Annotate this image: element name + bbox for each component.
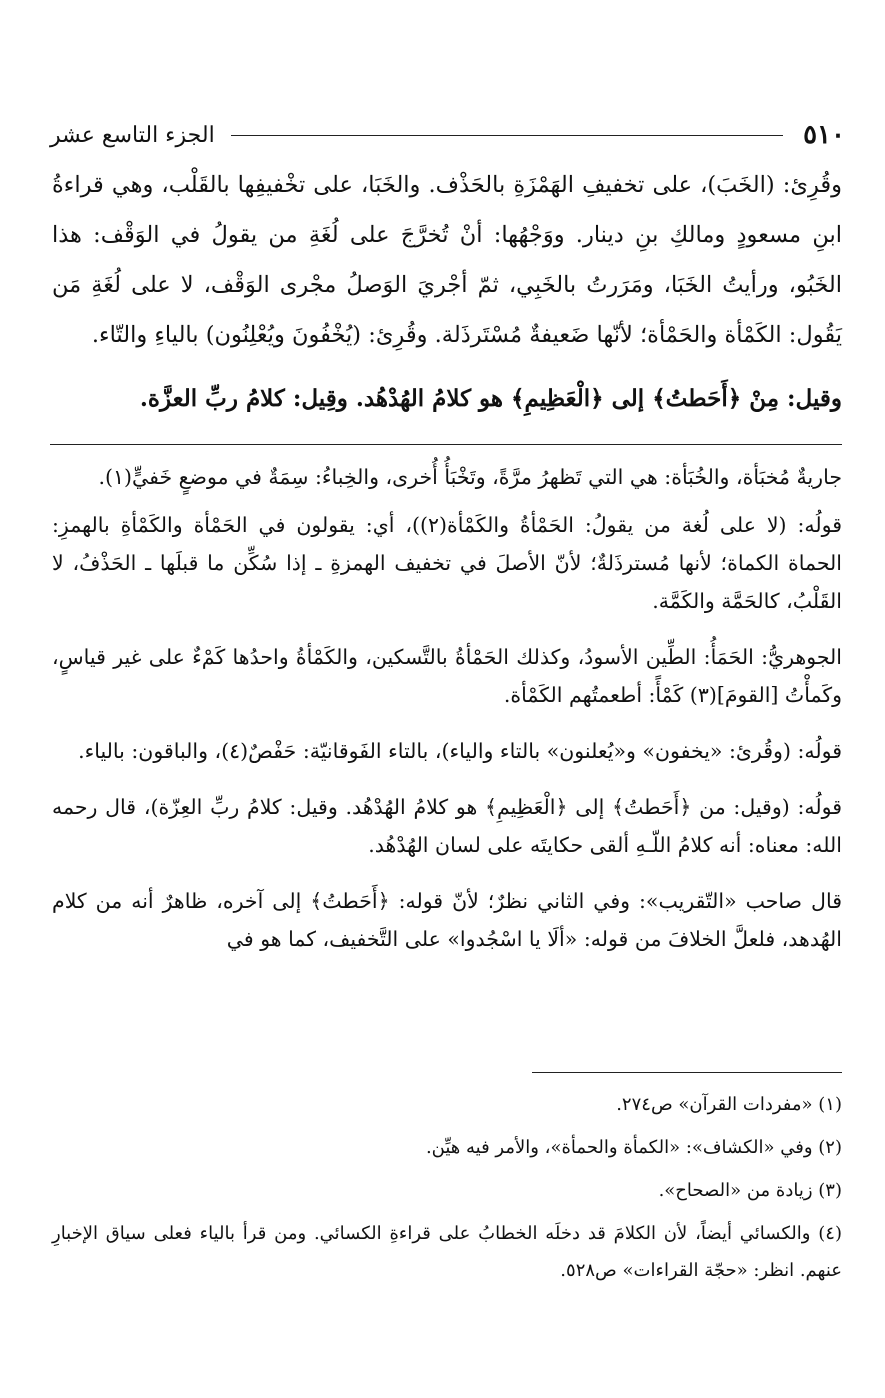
page-number: ٥١٠ <box>803 120 845 150</box>
commentary <box>52 458 842 976</box>
commentary-paragraph: جاريةٌ مُخبَأة، والخُبَأة: هي التي تَظهرُ مرَّةً، وتَخْبَأُ أُخرى، والخِباءُ: سِمَةٌ في موضعٍ خَفيٍّ(١). <box>98 465 842 489</box>
footnotes <box>52 1086 842 1295</box>
commentary-paragraph: قال صاحب «التّقريب»: وفي الثاني نظرٌ؛ لأنّ قوله: ﴿أَحَطتُ﴾ إلى آخره، ظاهرٌ أنه من كلام الهُدهد، فلعلَّ الخلافَ من قوله: «ألَا يا اسْجُدوا» على التَّخفيف، كما هو في <box>52 889 842 951</box>
footnote: (٣) زيادة من «الصحاح». <box>658 1180 842 1201</box>
commentary-paragraph: الجوهريُّ: الحَمَأُ: الطِّين الأسودُ، وكذلك الحَمْأةُ بالتَّسكين، والكَمْأةُ واحدُها كَمْءٌ على غير قياسٍ، وكَمأْتُ [القومَ](٣) كَمْأً: أطعمتُهم الكَمْأة. <box>52 645 842 707</box>
page-header <box>50 118 845 152</box>
section-divider <box>50 444 842 445</box>
commentary-paragraph: قولُه: (وقيل: من ﴿أَحَطتُ﴾ إلى ﴿الْعَظِيمِ﴾ هو كلامُ الهُدْهُد. وقيل: كلامُ ربِّ العِزّة)، قال رحمه الله: معناه: أنه كلامُ اللّـهِ ألقى حكايتَه على لسان الهُدْهُد. <box>52 795 842 857</box>
header-rule <box>231 135 783 136</box>
part-title: الجزء التاسع عشر <box>50 122 215 148</box>
main-text <box>52 160 842 424</box>
footnote: (٢) وفي «الكشاف»: «الكمأة والحمأة»، والأمر فيه هيِّن. <box>425 1137 842 1158</box>
footnote: (٤) والكسائي أيضاً، لأن الكلامَ قد دخلَه الخطابُ على قراءةِ الكسائي. ومن قرأ بالياء فعلى سياق الإخبارِ عنهم. انظر: «حجّة القراءات» ص٥٢٨. <box>52 1223 842 1281</box>
commentary-paragraph: قولُه: (لا على لُغة من يقولُ: الحَمْأةُ والكَمْأة(٢))، أي: يقولون في الحَمْأة والكَمْأةِ بالهمزِ: الحماة الكماة؛ لأنها مُسترذَلةٌ؛ لأنّ الأصلَ في تخفيف الهمزةِ ـ إذا سُكِّن ما قبلَها ـ الحَذْفُ، لا القَلْبُ، كالحَمَّة والكَمَّة. <box>52 513 842 613</box>
footnote-divider <box>532 1072 842 1073</box>
commentary-paragraph: قولُه: (وقُرئ: «يخفون» و«يُعلنون» بالتاء والياء)، بالتاء الفَوقانيّة: حَفْصٌ(٤)، والباقون: بالياء. <box>78 739 842 763</box>
main-paragraph: وقيل: مِنْ ﴿أَحَطتُ﴾ إلى ﴿الْعَظِيمِ﴾ هو كلامُ الهُدْهُد. وقِيل: كلامُ ربِّ العزَّة. <box>139 385 842 412</box>
footnote: (١) «مفردات القرآن» ص٢٧٤. <box>616 1094 842 1115</box>
main-paragraph: وقُرِئ: (الخَبَ)، على تخفيفِ الهَمْزَةِ بالحَذْف. والخَبَا، على تخْفيفِها بالقَلْب، وهي قراءةُ ابنِ مسعودٍ ومالكِ بنِ دينار. ووَجْهُها: أنْ تُخرَّجَ على لُغَةِ من يقولُ في الوَقْف: هذا الخَبُو، ورأيتُ الخَبَا، ومَرَرتُ بالخَبِي، ثمّ أجْريَ الوَصلُ مجْرى الوَقْف، لا على لُغَةِ مَن يَقُول: الكَمْأة والحَمْأة؛ لأنّها ضَعيفةٌ مُسْتَرذَلة. وقُرِئ: (يُخْفُونَ ويُعْلِنُون) بالياءِ والتّاء. <box>52 172 842 348</box>
